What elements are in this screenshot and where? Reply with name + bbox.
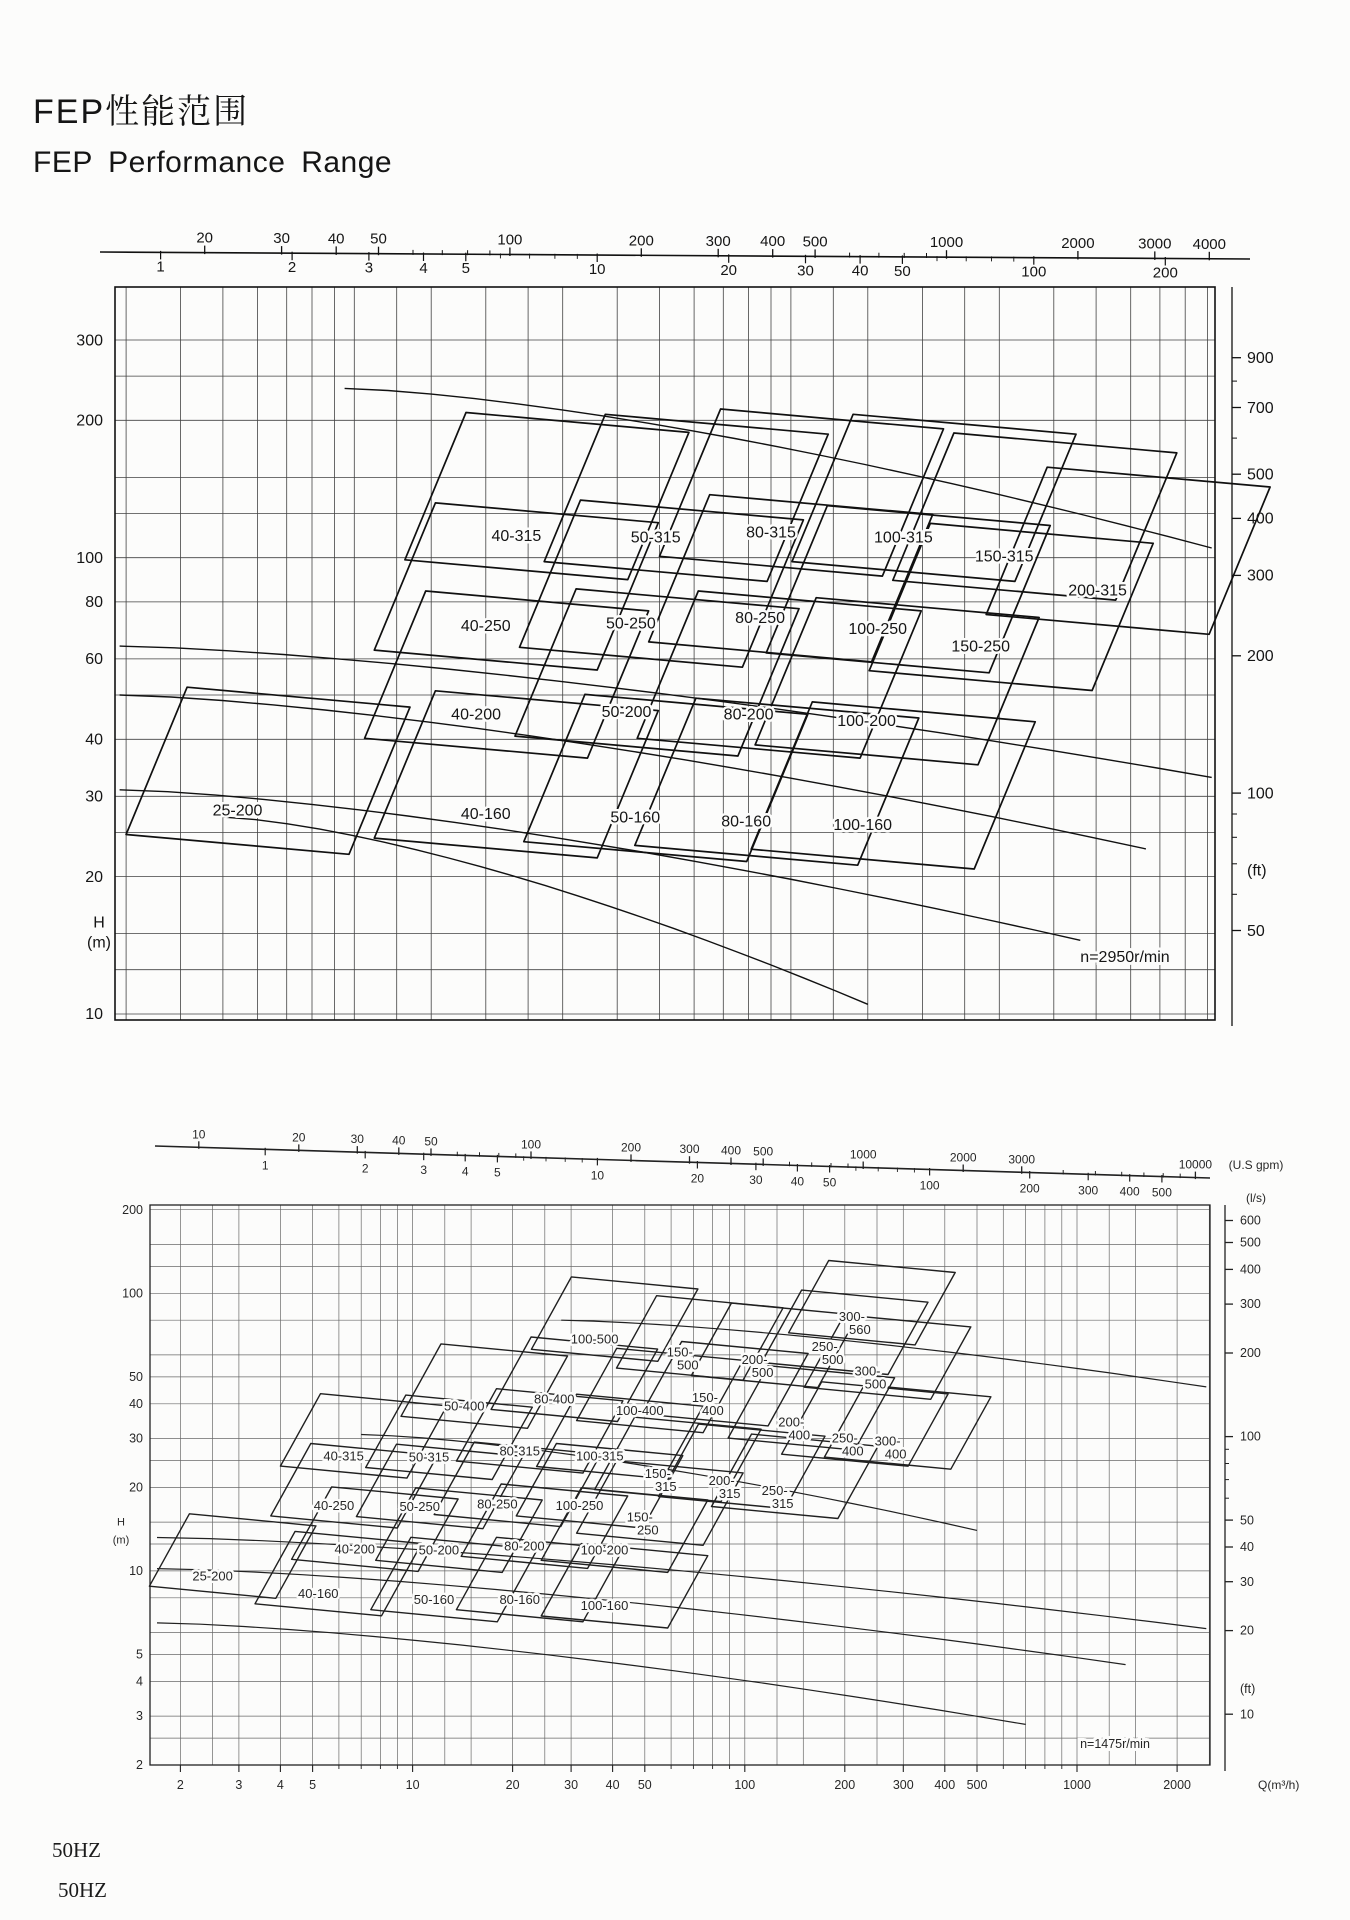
y-axis-left [76,332,111,1023]
gpm-tick-2000: 2000 [1061,235,1095,252]
region-label-80-315: 80-315 [499,1443,540,1459]
region-label-100-315: 100-315 [874,529,933,547]
ls-tick-50: 50 [822,1175,837,1190]
grid [150,1205,1210,1765]
y-left-tick-30: 30 [129,1431,143,1446]
gpm-tick-500: 500 [753,1144,774,1159]
page-title-en: FEP Performance Range [33,146,393,179]
region-25-200 [149,1514,316,1599]
region-80-315 [660,409,944,576]
region-label-80-400: 80-400 [534,1391,575,1407]
chart-1475 [113,1127,1300,1792]
x-tick-400: 400 [934,1778,956,1792]
y-right-tick-50: 50 [1240,1513,1254,1528]
region-label-150-400: 150-400 [691,1390,724,1419]
y-right-tick-200: 200 [1247,648,1274,666]
y-axis-left [113,1203,143,1772]
y-right-tick-10: 10 [1240,1707,1254,1722]
ls-tick-100: 100 [1021,263,1047,281]
y-left-tick-200: 200 [76,412,103,430]
y-left-tick-80: 80 [85,594,103,612]
ls-tick-4: 4 [419,260,428,277]
gpm-tick-4000: 4000 [1192,235,1226,253]
ls-tick-1: 1 [261,1158,269,1173]
y-left-tick-40: 40 [129,1396,143,1411]
y-left-tick-50: 50 [129,1370,143,1384]
region-40-315 [280,1394,450,1478]
x-tick-200: 200 [834,1778,856,1792]
x-tick-2: 2 [176,1778,184,1792]
region-label-40-160: 40-160 [460,806,511,824]
y-right-tick-400: 400 [1240,1262,1261,1277]
gpm-tick-40: 40 [392,1133,406,1148]
y-right-tick-300: 300 [1240,1297,1261,1312]
y-right-tick-600: 600 [1240,1213,1261,1228]
gpm-tick-20: 20 [292,1130,306,1145]
ls-tick-5: 5 [461,260,470,278]
region-label-80-200: 80-200 [504,1538,545,1554]
ls-tick-40: 40 [790,1174,805,1189]
y-axis-title-m: (m) [112,1534,130,1547]
region-label-40-250: 40-250 [460,618,511,636]
y-left-tick-30: 30 [85,788,103,806]
y-axis-right [1232,287,1274,1026]
plot-border [150,1205,1210,1765]
page-title-zh: FEP性能范围 [33,93,250,131]
region-label-80-200: 80-200 [723,706,774,724]
region-label-150-315: 150-315 [974,548,1034,566]
region-label-300-400: 300-400 [874,1433,907,1462]
region-label-150-315: 150-315 [644,1465,677,1494]
gpm-tick-10: 10 [192,1127,206,1142]
y-left-tick-10: 10 [129,1564,143,1579]
envelope-curve [157,1623,1026,1725]
gpm-tick-3000: 3000 [1008,1152,1036,1167]
gpm-tick-10000: 10000 [1178,1157,1213,1172]
freq-label-50hz-2: 50HZ [58,1878,107,1902]
x-tick-2000: 2000 [1163,1778,1192,1792]
region-label-40-315: 40-315 [323,1448,364,1464]
region-label-250-315: 250-315 [761,1482,794,1511]
y-right-tick-700: 700 [1247,399,1274,417]
x-tick-20: 20 [505,1778,520,1792]
region-label-250-500: 250-500 [811,1338,844,1367]
y-axis-title-m: (m) [87,934,111,952]
y-right-tick-200: 200 [1240,1346,1261,1361]
ls-tick-20: 20 [690,1171,705,1186]
envelope-curve [157,1569,1126,1665]
ls-tick-200: 200 [1152,264,1178,282]
y-left-tick-10: 10 [85,1006,103,1024]
region-label-25-200: 25-200 [212,802,263,820]
x-tick-5: 5 [309,1778,317,1792]
ls-tick-1: 1 [156,258,165,276]
y-right-tick-100: 100 [1240,1429,1261,1444]
ls-tick-10: 10 [588,261,606,278]
y-left-tick-20: 20 [85,868,103,886]
y-left-tick-60: 60 [85,651,103,669]
y-axis-title-H: H [93,914,105,932]
y-right-tick-400: 400 [1247,510,1274,528]
region-label-40-200: 40-200 [334,1541,376,1557]
region-label-80-160: 80-160 [499,1591,540,1607]
region-label-50-200: 50-200 [418,1542,460,1558]
gpm-tick-30: 30 [273,230,290,248]
x-tick-40: 40 [605,1778,620,1792]
region-25-200 [126,687,410,854]
y-right-tick-20: 20 [1240,1623,1254,1638]
ls-tick-200: 200 [1019,1181,1040,1196]
ls-tick-40: 40 [851,262,869,280]
region-label-50-160: 50-160 [610,809,661,827]
region-label-200-500: 200-500 [741,1351,774,1380]
ls-tick-3: 3 [420,1163,428,1178]
gpm-tick-100: 100 [520,1137,542,1152]
gpm-unit-label: (U.S gpm) [1228,1158,1284,1172]
region-label-300-500: 300-500 [854,1363,887,1392]
y-left-tick-40: 40 [85,731,103,749]
x-axis-unit: Q(m³/h) [1258,1778,1300,1792]
gpm-tick-500: 500 [802,233,828,251]
region-label-50-315: 50-315 [630,529,681,547]
regions [126,409,1270,869]
region-label-50-250: 50-250 [605,615,656,633]
x-tick-10: 10 [405,1778,420,1792]
speed-note-1475: n=1475r/min [1080,1737,1150,1751]
x-tick-30: 30 [564,1778,579,1792]
y-left-tick-200: 200 [122,1202,143,1217]
region-label-100-160: 100-160 [580,1598,629,1614]
gpm-tick-50: 50 [424,1134,438,1149]
region-label-150-250: 150-250 [626,1509,659,1538]
gpm-tick-200: 200 [628,232,654,250]
y-axis-right [1225,1205,1261,1771]
region-label-50-200: 50-200 [601,704,652,722]
gpm-tick-400: 400 [760,233,786,251]
freq-label-50hz-1: 50HZ [52,1838,101,1862]
region-label-100-200: 100-200 [580,1542,629,1558]
ls-tick-300: 300 [1078,1183,1099,1198]
region-labels [213,524,1127,834]
x-tick-1000: 1000 [1063,1778,1091,1792]
y-left-tick-4: 4 [136,1674,143,1689]
region-label-80-250: 80-250 [477,1496,518,1512]
region-label-150-250: 150-250 [951,638,1011,656]
region-label-250-400: 250-400 [831,1430,864,1459]
region-label-200-315: 200-315 [1068,582,1127,600]
region-label-80-315: 80-315 [746,524,796,542]
y-right-tick-500: 500 [1247,466,1274,484]
gpm-tick-2000: 2000 [949,1150,977,1165]
region-label-50-315: 50-315 [408,1449,450,1465]
chart-2950 [76,230,1274,1026]
y-right-tick-30: 30 [1240,1574,1254,1589]
y-left-tick-3: 3 [136,1709,143,1724]
region-label-100-250: 100-250 [848,621,908,638]
flow-rulers [100,230,1250,282]
region-label-300-560: 300-560 [838,1309,871,1338]
y-right-tick-100: 100 [1247,785,1274,803]
ls-tick-20: 20 [720,261,738,279]
region-label-40-315: 40-315 [491,527,542,545]
flow-rulers [155,1127,1283,1205]
y-right-tick-900: 900 [1247,350,1274,367]
region-label-40-200: 40-200 [451,706,502,724]
x-tick-300: 300 [892,1778,914,1792]
x-tick-3: 3 [235,1778,243,1792]
region-label-100-315: 100-315 [575,1448,624,1464]
gpm-tick-300: 300 [679,1142,700,1157]
ls-tick-4: 4 [461,1164,469,1179]
y-right-tick-300: 300 [1247,567,1274,585]
ls-tick-2: 2 [361,1161,369,1176]
region-label-100-200: 100-200 [837,713,896,730]
y-axis-title-H: H [117,1516,125,1529]
ls-tick-50: 50 [894,262,911,280]
region-label-40-250: 40-250 [313,1498,355,1514]
region-label-25-200: 25-200 [192,1568,233,1584]
gpm-tick-300: 300 [705,232,731,250]
x-axis-bottom [177,1765,1299,1792]
ls-tick-100: 100 [919,1178,940,1193]
gpm-tick-3000: 3000 [1138,235,1172,253]
x-tick-50: 50 [637,1778,652,1792]
y-left-tick-20: 20 [129,1480,143,1495]
ls-tick-30: 30 [797,262,814,280]
x-tick-500: 500 [966,1778,988,1792]
y-left-tick-100: 100 [76,550,103,567]
gpm-tick-100: 100 [497,231,523,249]
envelope-curve [157,1538,1206,1629]
ls-tick-2: 2 [287,259,297,277]
y-right-unit-ft: (ft) [1247,862,1267,880]
ls-tick-5: 5 [494,1165,501,1180]
plot-border [115,287,1215,1020]
gpm-tick-1000: 1000 [849,1147,877,1162]
ls-tick-400: 400 [1119,1184,1140,1199]
ls-tick-500: 500 [1151,1185,1172,1200]
gpm-tick-20: 20 [196,229,214,247]
y-left-tick-5: 5 [136,1647,143,1662]
gpm-tick-1000: 1000 [929,234,964,252]
region-label-150-500: 150-500 [666,1344,699,1373]
region-label-100-160: 100-160 [833,817,893,835]
ls-unit-label: (l/s) [1246,1191,1266,1205]
x-tick-100: 100 [734,1778,756,1792]
region-label-100-250: 100-250 [555,1498,604,1514]
region-label-40-160: 40-160 [298,1586,339,1601]
ls-tick-10: 10 [590,1168,605,1183]
ls-tick-30: 30 [749,1173,763,1188]
grid [115,287,1215,1020]
gpm-tick-400: 400 [720,1143,742,1158]
region-label-200-315: 200-315 [708,1472,741,1501]
region-300-560 [789,1261,956,1345]
y-left-tick-100: 100 [122,1286,143,1301]
region-50-400 [401,1344,568,1428]
region-label-100-500: 100-500 [570,1331,619,1347]
x-tick-4: 4 [276,1778,284,1792]
region-label-80-160: 80-160 [721,813,772,831]
y-left-tick-300: 300 [76,332,103,350]
y-right-tick-50: 50 [1247,922,1265,940]
y-right-tick-40: 40 [1240,1540,1254,1555]
y-left-tick-2: 2 [136,1758,143,1773]
ls-tick-3: 3 [364,259,374,277]
region-label-50-160: 50-160 [413,1591,455,1607]
region-label-50-250: 50-250 [399,1498,440,1514]
region-label-50-400: 50-400 [443,1398,485,1414]
gpm-tick-30: 30 [350,1132,364,1147]
region-label-80-250: 80-250 [735,610,786,627]
y-right-unit-ft: (ft) [1240,1682,1256,1697]
envelope-curve [120,646,1212,777]
gpm-tick-40: 40 [327,230,345,248]
region-label-200-400: 200-400 [778,1414,811,1443]
region-250-400 [782,1382,949,1466]
speed-note-2950: n=2950r/min [1080,949,1170,966]
gpm-tick-200: 200 [620,1140,642,1155]
region-label-100-400: 100-400 [615,1402,664,1418]
gpm-tick-50: 50 [370,230,387,248]
y-right-tick-500: 500 [1240,1235,1261,1250]
